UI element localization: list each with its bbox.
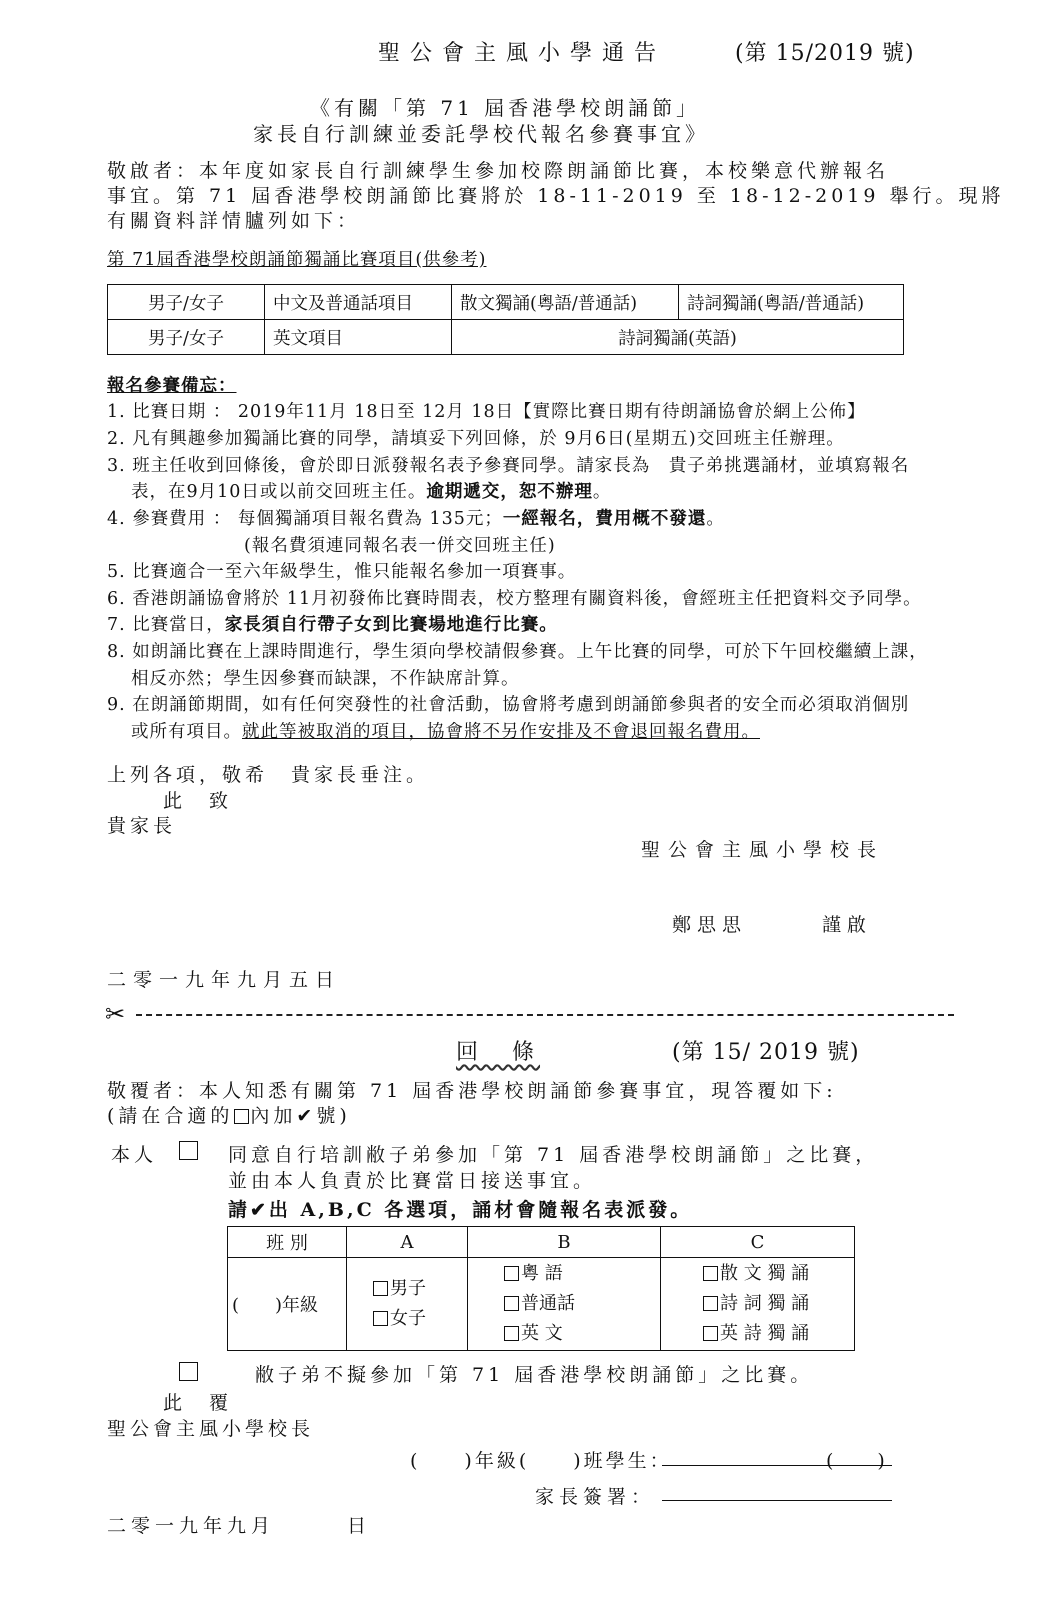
signer-name: 鄭思思 [672,914,748,936]
checkbox-icon[interactable] [703,1296,718,1311]
note-4a-text: 4. 參賽費用 ： 每個獨誦項目報名費為 135元； [107,509,503,529]
intro-line-1: 敬啟者：本年度如家長自行訓練學生參加校際朗誦節比賽，本校樂意代辦報名 [107,160,890,182]
option-prose[interactable] [703,1259,853,1289]
table-cell: 男子/女子 [108,285,265,320]
self-label: 本人 [111,1144,158,1166]
table-cell: 男子/女子 [108,320,265,355]
notice-title: 聖公會主風小學通告 [378,41,667,66]
note-5: 5. 比賽適合一至六年級學生，惟只能報名參加一項賽事。 [107,562,577,582]
table-cell: 詩詞獨誦(英語) [452,320,904,355]
note-7-bold: 家長須自行帶子女到比賽場地進行比賽。 [224,615,558,635]
option-label: 普通話 [521,1293,575,1314]
reply-line-2a: (請在合適的 [107,1105,234,1127]
header-c: C [661,1227,855,1258]
parent-sign-label: 家長簽署： [535,1486,656,1508]
option-english-verse[interactable] [703,1319,853,1349]
cut-line [136,1014,954,1016]
table-row [228,1227,855,1258]
option-label: 粵 語 [521,1263,563,1284]
subject-line-1: 《有關「第 71 屆香港學校朗誦節」 [310,96,701,120]
note-4a [107,505,725,530]
option-label: 散 文 獨 誦 [720,1263,810,1284]
option-label: 女子 [390,1308,426,1329]
decline-checkbox[interactable] [179,1362,198,1381]
checkbox-icon[interactable] [504,1296,519,1311]
intro-line-2: 事宜。第 71 屆香港學校朗誦節比賽將於 18-11-2019 至 18-12-2019 舉行。現將 [107,185,1005,207]
checkbox-sample-icon [234,1109,249,1124]
note-3b [131,478,611,503]
subject-line-2: 家長自行訓練並委託學校代報名參賽事宜》 [253,122,709,146]
notes-heading: 報名參賽備忘： [107,376,237,396]
checkbox-icon[interactable] [373,1281,388,1296]
note-3a: 3. 班主任收到回條後，會於即日派發報名表予參賽同學。請家長為 貴子弟挑選誦材，並填寫報名 [107,456,910,476]
note-4b: (報名費須連同報名表一併交回班主任) [244,536,556,556]
notice-date: 二零一九年九月五日 [107,969,342,991]
reply-line-2 [107,1101,351,1128]
note-7 [107,611,558,636]
a-options-cell [347,1258,468,1351]
option-male[interactable] [373,1274,466,1304]
notice-number: (第 15/2019 號) [735,41,915,66]
student-number-paren: ( ) [826,1450,887,1472]
note-1: 1. 比賽日期 ： 2019年11月 18日至 12月 18日【實際比賽日期有待朗誦協會於網上公佈】 [107,402,866,422]
grade-cell[interactable]: ( )年級 [228,1258,347,1351]
checkbox-icon[interactable] [703,1326,718,1341]
note-2: 2. 凡有興趣參加獨誦比賽的同學，請填妥下列回條，於 9月6日(星期五)交回班主任辦理。 [107,429,845,449]
reply-date: 二零一九年九月 日 [107,1515,372,1537]
option-putonghua[interactable] [504,1289,659,1319]
c-options-cell [661,1258,855,1351]
table-cell: 中文及普通話項目 [265,285,452,320]
note-3b-text: 表，在9月10日或以前交回班主任。 [131,482,427,502]
reply-line-1: 敬覆者：本人知悉有關第 71 屆香港學校朗誦節參賽事宜，現答覆如下: [107,1080,837,1102]
option-english[interactable] [504,1319,659,1349]
option-label: 英 詩 獨 誦 [720,1323,810,1344]
option-verse[interactable] [703,1289,853,1319]
note-9a: 9. 在朗誦節期間，如有任何突發性的社會活動，協會將考慮到朗誦節參與者的安全而必須取消個別 [107,695,910,715]
checkbox-icon[interactable] [703,1266,718,1281]
instruction-line: 請✔出 A,B,C 各選項，誦材會隨報名表派發。 [228,1199,693,1221]
note-9b [131,718,760,743]
header-a: A [347,1227,468,1258]
note-9b-text: 或所有項目。 [131,722,242,742]
note-8b: 相反亦然；學生因參賽而缺課，不作缺席計算。 [131,669,520,689]
intro-line-3: 有關資料詳情臚列如下： [107,210,361,232]
option-female[interactable] [373,1304,466,1334]
agree-line-b: 並由本人負責於比賽當日接送事宜。 [228,1170,597,1192]
b-options-cell [468,1258,661,1351]
reply-closing-1: 此 覆 [163,1392,233,1414]
table-row [108,320,904,355]
note-7-text: 7. 比賽當日， [107,615,225,635]
checkbox-icon[interactable] [504,1326,519,1341]
closing-line-2: 此 致 [163,790,233,812]
reply-line-2b: 內加✔號) [250,1105,351,1127]
items-table-heading: 第 71屆香港學校朗誦節獨誦比賽項目(供參考) [107,250,487,270]
note-3b-bold: 逾期遞交，恕不辦理 [426,482,593,502]
option-cantonese[interactable] [504,1259,659,1289]
note-3b-end: 。 [592,482,612,502]
table-row [228,1258,855,1351]
signer-title: 聖公會主風小學校長 [641,839,885,861]
option-label: 男子 [390,1278,426,1299]
reply-notice-number: (第 15/ 2019 號) [672,1040,860,1065]
closing-line-3: 貴家長 [107,815,177,837]
reply-title: 回 條 [456,1040,541,1065]
note-4a-bold: 一經報名，費用概不發還 [502,509,707,529]
table-cell: 英文項目 [265,320,452,355]
agree-checkbox[interactable] [179,1141,198,1160]
agree-line-a: 同意自行培訓敝子弟參加「第 71 屆香港學校朗誦節」之比賽， [228,1144,879,1166]
header-b: B [468,1227,661,1258]
options-table [227,1226,855,1351]
table-cell: 詩詞獨誦(粵語/普通話) [679,285,904,320]
scissors-icon: ✂ [105,1000,126,1028]
note-4a-end: 。 [706,509,725,529]
reply-closing-2: 聖公會主風小學校長 [107,1418,315,1440]
option-label: 英 文 [521,1323,563,1344]
header-class: 班 別 [228,1227,347,1258]
table-cell: 散文獨誦(粵語/普通話) [452,285,679,320]
checkbox-icon[interactable] [504,1266,519,1281]
note-8a: 8. 如朗誦比賽在上課時間進行，學生須向學校請假參賽。上午比賽的同學，可於下午回校繼續上課， [107,642,928,662]
checkbox-icon[interactable] [373,1311,388,1326]
student-label: ( )年級( )班學生： [410,1450,672,1472]
note-9b-underlined: 就此等被取消的項目，協會將不另作安排及不會退回報名費用。 [242,722,760,742]
parent-sign-line[interactable] [662,1500,892,1501]
items-table [107,284,904,355]
closing-line-1: 上列各項，敬希 貴家長垂注。 [107,764,430,786]
option-label: 詩 詞 獨 誦 [720,1293,810,1314]
signer-suffix: 謹啟 [822,914,873,936]
decline-line: 敝子弟不擬參加「第 71 屆香港學校朗誦節」之比賽。 [255,1364,814,1386]
note-6: 6. 香港朗誦協會將於 11月初發佈比賽時間表，校方整理有關資料後，會經班主任把資料交予同學。 [107,589,922,609]
table-row [108,285,904,320]
